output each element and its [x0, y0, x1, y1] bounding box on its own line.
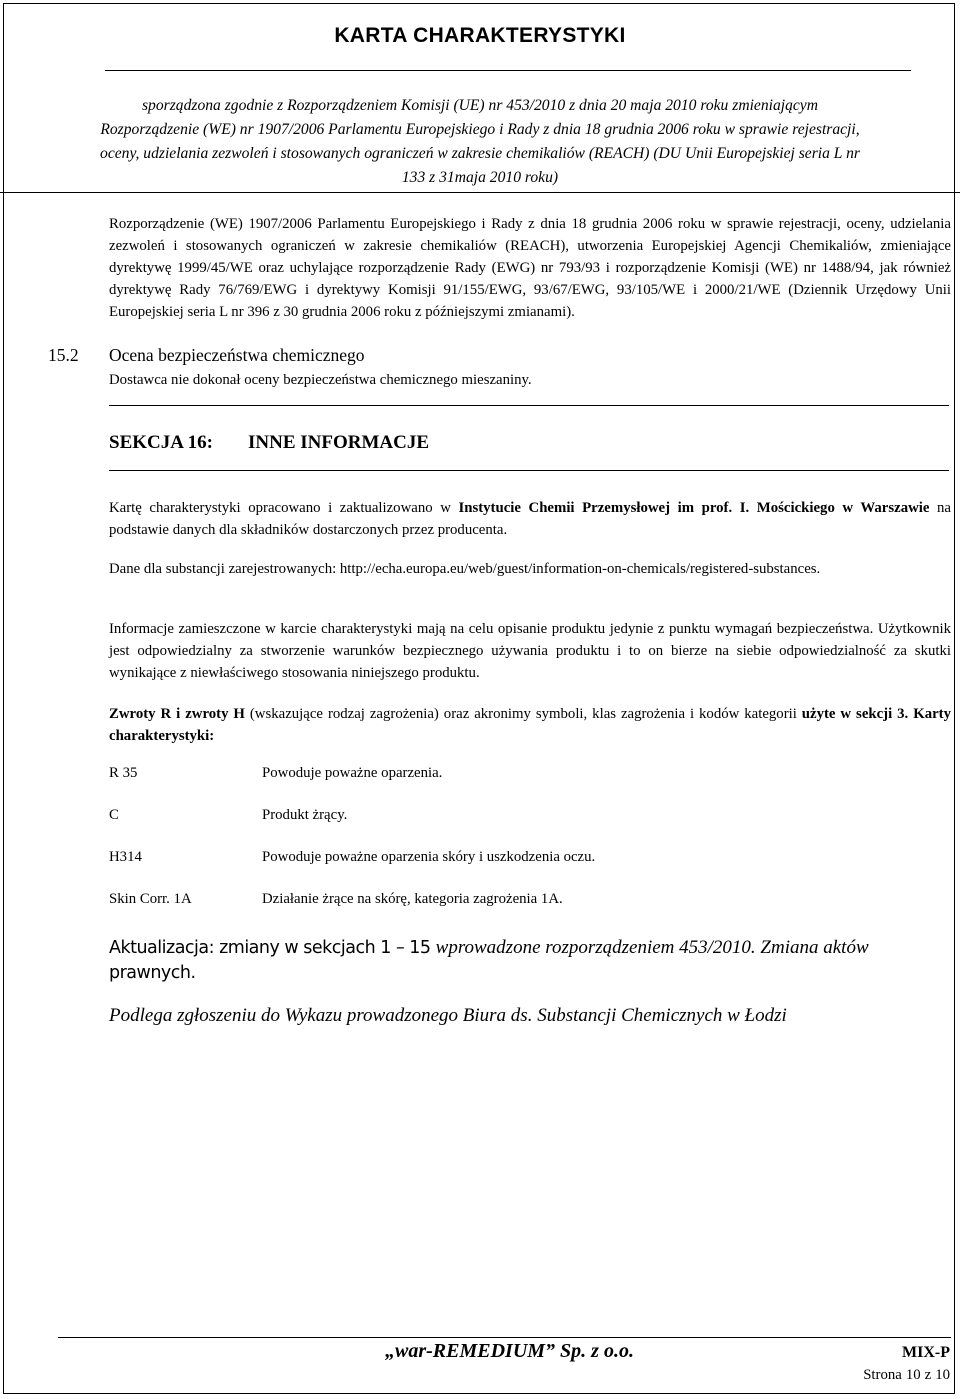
institute-name: Instytucie Chemii Przemysłowej im prof. I. Mościckiego w Warszawie [458, 500, 930, 516]
subsection-title: Ocena bezpieczeństwa chemicznego [109, 345, 365, 365]
regulation-paragraph: Rozporządzenie (WE) 1907/2006 Parlamentu Europejskiego i Rady z dnia 18 grudnia 2006 roku w sprawie rejestracji, oceny, udzielania zezwoleń i stosowanych ograniczeń w zakresie chemikaliów (REACH), utworzenia Europejskiej Agencji Chemikaliów, zmieniające dyrektywę 1999/45/WE oraz uchylające rozporządzenie Rady (EWG) nr 793/93 i rozporządzenie Komisji (WE) nr 1488/94, jak również dyrektywę Rady 76/769/EWG i dyrektywy Komisji 91/155/EWG, 93/67/EWG, 93/105/WE i 2000/21/WE (Dziennik Urzędowy Unii Europejskiej seria L nr 396 z 30 grudnia 2006 roku z późniejszymi zmianami). [109, 216, 951, 320]
page-label: Strona [863, 1367, 902, 1383]
subsection-text: Dostawca nie dokonał oceny bezpieczeństwa chemicznego mieszaniny. [109, 372, 532, 388]
paragraph-prepared [109, 497, 951, 541]
paragraph-text: Kartę charakterystyki opracowano i zaktualizowano w [109, 500, 459, 516]
phrase-code: H314 [109, 849, 142, 865]
phrase-text: Produkt żrący. [262, 807, 348, 823]
subtitle-line: oceny, udzielania zezwoleń i stosowanych ograniczeń w zakresie chemikaliów (REACH) (DU Unii Europejskiej seria L nr [100, 145, 860, 162]
phrase-text: Działanie żrące na skórę, kategoria zagrożenia 1A. [262, 891, 563, 907]
subsection-number: 15.2 [48, 345, 79, 365]
bold-text: użyte w sekcji 3. Karty charakterystyki: [109, 706, 952, 744]
header-separator [0, 192, 960, 193]
page-frame [3, 3, 955, 1394]
footer-rule [58, 1337, 951, 1338]
paragraph-phrases-intro [109, 703, 951, 747]
subtitle-line: sporządzona zgodnie z Rozporządzeniem Komisji (UE) nr 453/2010 z dnia 20 maja 2010 roku zmieniającym [141, 97, 818, 114]
document-subtitle [50, 94, 910, 190]
notification-note: Podlega zgłoszeniu do Wykazu prowadzonego Biura ds. Substancji Chemicznych w Łodzi [109, 1005, 787, 1026]
company-name: „war-REMEDIUM” Sp. z o.o. [385, 1340, 634, 1362]
paragraph-registered: Dane dla substancji zarejestrowanych: http://echa.europa.eu/web/guest/information-on-chemicals/registered-substances. [109, 561, 821, 577]
phrase-code: C [109, 807, 119, 823]
paragraph-text: na podstawie danych dla składników dostarczonych przez producenta. [109, 500, 951, 538]
section-rule [109, 405, 949, 406]
page-current: 10 [905, 1367, 921, 1383]
update-label: Aktualizacja: zmiany w sekcjach 1 – 15 [109, 938, 436, 958]
phrase-text: Powoduje poważne oparzenia. [262, 765, 443, 781]
page-separator: z [924, 1367, 932, 1383]
subtitle-line: 133 z 31maja 2010 roku) [401, 169, 559, 186]
page-number [859, 1367, 950, 1384]
paragraph-text: (wskazujące rodzaj zagrożenia) oraz akronimy symboli, klas zagrożenia i kodów kategorii [244, 706, 802, 722]
bold-text: Zwroty R i zwroty H [109, 706, 245, 722]
phrase-code: Skin Corr. 1A [109, 891, 192, 907]
section-rule [109, 470, 949, 471]
update-italic-text: wprowadzone rozporządzeniem 453/2010. Zmiana aktów [435, 937, 869, 958]
section-title: INNE INFORMACJE [248, 432, 430, 453]
update-label: prawnych. [109, 963, 196, 983]
update-note [109, 935, 954, 986]
phrase-code: R 35 [109, 765, 138, 781]
section-label: SEKCJA 16: [109, 432, 213, 453]
page-total: 10 [935, 1367, 950, 1383]
title-rule [105, 70, 911, 71]
product-code: MIX-P [902, 1344, 950, 1361]
document-title: KARTA CHARAKTERYSTYKI [334, 24, 626, 47]
phrase-text: Powoduje poważne oparzenia skóry i uszkodzenia oczu. [262, 849, 596, 865]
subtitle-line: Rozporządzenie (WE) nr 1907/2006 Parlamentu Europejskiego i Rady z dnia 18 grudnia 2006 roku w sprawie rejestracji, [100, 121, 860, 138]
paragraph-information: Informacje zamieszczone w karcie charakterystyki mają na celu opisanie produktu jedynie z punktu wymagań bezpieczeństwa. Użytkownik jest odpowiedzialny za stworzenie warunków bezpiecznego używania produktu i to on bierze na siebie odpowiedzialność za skutki wynikające z niewłaściwego stosowania niniejszego produktu. [109, 621, 951, 681]
